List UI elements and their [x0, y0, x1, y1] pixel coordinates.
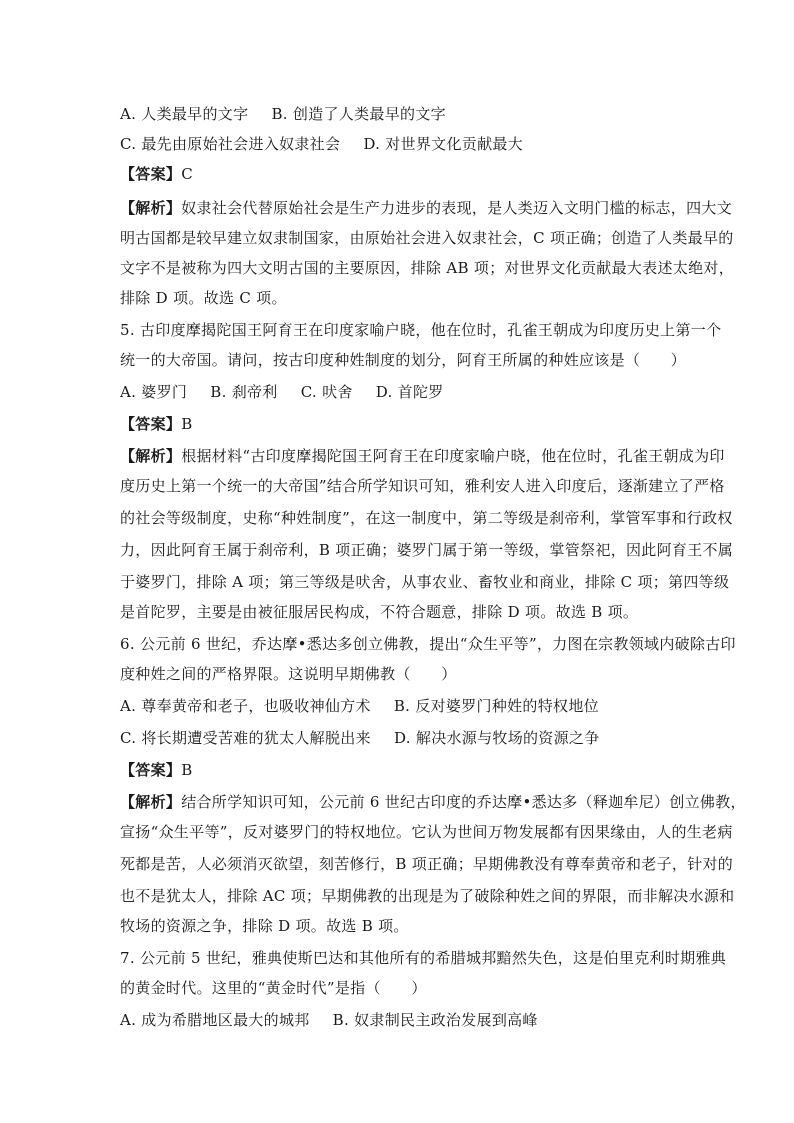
q5-analysis-line-3: 的社会等级制度，史称“种姓制度”，在这一制度中，第二等级是刹帝利，掌管军事和行政权	[120, 509, 733, 527]
q5-stem-line-1: 5. 古印度摩揭陀国王阿育王在印度家喻户晓，他在位时，孔雀王朝成为印度历史上第一个	[120, 321, 722, 339]
q6-answer	[120, 760, 193, 780]
q6-analysis-line-1	[120, 792, 746, 812]
q5-analysis-line-6: 是首陀罗，主要是由被征服居民构成，不符合题意，排除 D 项。故选 B 项。	[120, 603, 639, 621]
q4-analysis-line-1	[120, 198, 732, 218]
answer-tag: 【答案】	[120, 165, 182, 183]
q6-options-row-2	[120, 728, 618, 748]
q5-analysis-line-1	[120, 446, 725, 466]
q4-analysis-line-2: 明古国都是较早建立奴隶制国家，由原始社会进入奴隶社会，C 项正确；创造了人类最早的	[120, 229, 734, 247]
q5-option-d: D. 首陀罗	[375, 383, 444, 401]
q6-options-row-1	[120, 696, 617, 716]
q6-option-d: D. 解决水源与牧场的资源之争	[393, 729, 600, 747]
q7-option-a: A. 成为希腊地区最大的城邦	[120, 1011, 310, 1029]
analysis-tag: 【解析】	[120, 793, 182, 811]
q4-option-b: B. 创造了人类最早的文字	[271, 105, 446, 123]
q4-answer-value: C	[181, 165, 193, 183]
q6-option-c: C. 将长期遭受苦难的犹太人解脱出来	[120, 729, 371, 747]
q6-option-a: A. 尊奉黄帝和老子，也吸收神仙方术	[120, 697, 371, 715]
q6-analysis-line-5: 牧场的资源之争，排除 D 项。故选 B 项。	[120, 917, 409, 935]
q5-stem-line-2: 统一的大帝国。请问，按古印度种姓制度的划分，阿育王所属的种姓应该是（ ）	[120, 351, 687, 369]
q4-options-row-2	[120, 134, 541, 154]
q6-analysis-text: 结合所学知识可知，公元前 6 世纪古印度的乔达摩•悉达多（释迦牟尼）创立佛教，	[181, 793, 746, 811]
q5-answer-value: B	[181, 415, 193, 433]
q5-answer	[120, 414, 193, 434]
q6-stem-line-2: 度种姓之间的严格界限。这说明早期佛教（ ）	[120, 665, 457, 683]
q6-analysis-line-4: 也不是犹太人，排除 AC 项；早期佛教的出现是为了破除种姓之间的界限，而非解决水源和	[120, 887, 735, 905]
analysis-tag: 【解析】	[120, 199, 182, 217]
q5-option-a: A. 婆罗门	[120, 383, 188, 401]
answer-tag: 【答案】	[120, 761, 182, 779]
q6-option-b: B. 反对婆罗门种姓的特权地位	[393, 697, 599, 715]
q4-option-c: C. 最先由原始社会进入奴隶社会	[120, 135, 341, 153]
q7-options-row-1	[120, 1010, 556, 1030]
q4-answer	[120, 164, 193, 184]
q6-analysis-line-2: 宣扬“众生平等”，反对婆罗门的特权地位。它认为世间万物发展都有因果缘由，人的生老病	[120, 823, 733, 841]
q5-analysis-line-2: 度历史上第一个统一的大帝国”结合所学知识可知，雅利安人进入印度后，逐渐建立了严格	[120, 477, 725, 495]
q7-stem-line-1: 7. 公元前 5 世纪，雅典使斯巴达和其他所有的希腊城邦黯然失色，这是伯里克利时期雅典	[120, 949, 727, 967]
q5-analysis-text: 根据材料“古印度摩揭陀国王阿育王在印度家喻户晓，他在位时，孔雀王朝成为印	[181, 447, 725, 465]
q5-option-b: B. 刹帝利	[210, 383, 278, 401]
q5-option-c: C. 吠舍	[300, 383, 353, 401]
q5-analysis-line-4: 力，因此阿育王属于刹帝利，B 项正确；婆罗门属于第一等级，掌管祭祀，因此阿育王不属	[120, 541, 734, 559]
q4-analysis-line-4: 排除 D 项。故选 C 项。	[120, 289, 287, 307]
q4-option-d: D. 对世界文化贡献最大	[363, 135, 523, 153]
q5-options-row	[120, 382, 462, 402]
q7-option-b: B. 奴隶制民主政治发展到高峰	[332, 1011, 538, 1029]
q4-options-row-1	[120, 104, 464, 124]
q4-analysis-line-3: 文字不是被称为四大文明古国的主要原因，排除 AB 项；对世界文化贡献最大表述太绝对，	[120, 259, 734, 277]
q6-analysis-line-3: 死都是苦，人必须消灭欲望，刻苦修行，B 项正确；早期佛教没有尊奉黄帝和老子，针对的	[120, 855, 734, 873]
q5-analysis-line-5: 于婆罗门，排除 A 项；第三等级是吠舍，从事农业、畜牧业和商业，排除 C 项；第四等级	[120, 573, 730, 591]
analysis-tag: 【解析】	[120, 447, 182, 465]
q6-stem-line-1: 6. 公元前 6 世纪，乔达摩•悉达多创立佛教，提出“众生平等”，力图在宗教领域内破除古印	[120, 635, 736, 653]
q7-stem-line-2: 的黄金时代。这里的“黄金时代”是指（ ）	[120, 979, 427, 997]
answer-tag: 【答案】	[120, 415, 182, 433]
q4-option-a: A. 人类最早的文字	[120, 105, 249, 123]
q6-answer-value: B	[181, 761, 193, 779]
q4-analysis-text: 奴隶社会代替原始社会是生产力进步的表现，是人类迈入文明门槛的标志，四大文	[181, 199, 733, 217]
